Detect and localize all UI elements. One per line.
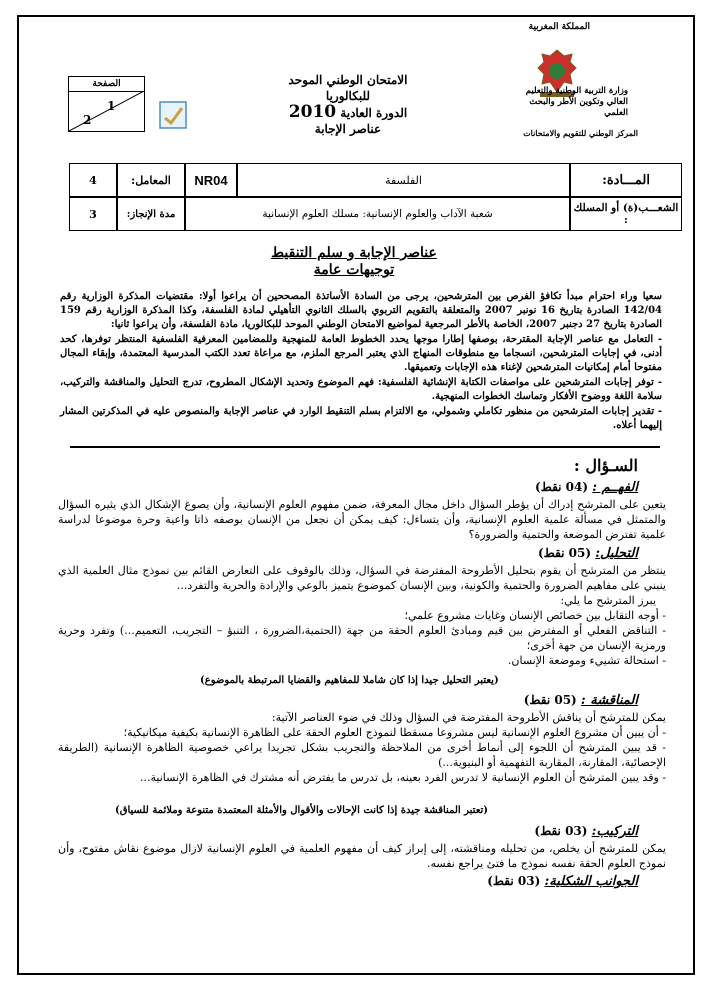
synthesis-heading-line (534, 824, 638, 839)
page-number-box (68, 76, 145, 132)
page-total: 2 (83, 113, 92, 127)
session: الدورة العادية (340, 106, 408, 120)
duration-label: مدة الإنجاز: (117, 197, 185, 231)
question-title: السـؤال : (573, 456, 638, 475)
exam-title-block (268, 72, 428, 137)
discussion-item: - قد يبين المترشح أن اللجوء إلى أنماط أخرى من الملاحظة والتجريب بشكل تجريدا يراعي خصوصية الظاهرة الإنسانية (الطريقة الإحصائية، المقارنة، المقاربة التفهمية أو البنيوية...) (58, 741, 666, 769)
understanding-heading-line (535, 480, 638, 495)
discussion-heading-line (524, 693, 638, 708)
separator (70, 446, 660, 448)
subject-code: NR04 (185, 163, 237, 197)
understanding-heading: الفهــم : (592, 480, 638, 495)
analysis-body (58, 563, 666, 668)
analysis-text: ينتظر من المترشح أن يقوم بتحليل الأطروحة المفترضة في السؤال، وذلك بالوقوف على التعارض القائم بين نموذج مثال العلمية الذي ينبني على مفاهيم الضرورة والحتمية والكونية، وبين الإنسان كموضوع يتميز بالوعي والإرادة والحرية والتفرد... (58, 564, 666, 592)
subject-value: الفلسفة (237, 163, 570, 197)
synthesis-text: يمكن للمترشح أن يخلص، من تحليله ومناقشته، إلى إبراز كيف أن مفهوم العلمية في العلوم الإنسانية لازال موضوع نقاش مفتوح، وأن نموذج العلوم الحقة نفسه نموذج ما فتئ يراجع نفسه. (58, 842, 666, 870)
analysis-note: (يعتبر التحليل جيدا إذا كان شاملا للمفاهيم والقضايا المرتبطة بالموضوع) (200, 675, 499, 686)
formal-points: (03 نقط) (487, 874, 541, 888)
branch-value: شعبة الآداب والعلوم الإنسانية: مسلك العلوم الإنسانية (185, 197, 570, 231)
coef-label: المعامل: (117, 163, 185, 197)
analysis-heading: التحليل: (595, 546, 638, 561)
general-guidelines-title: توجيهات عامة (313, 262, 395, 278)
center-logo-icon (158, 100, 188, 130)
formal-heading: الجوانب الشكلية: (544, 874, 638, 889)
discussion-points: (05 نقط) (523, 693, 577, 707)
coef-value: 4 (69, 163, 117, 197)
page-current: 1 (107, 99, 116, 113)
kingdom-label: المملكة المغربية (528, 22, 590, 32)
discussion-item: - أن يبين أن مشروع العلوم الإنسانية ليس مشروعا مسقطا لنموذج العلوم الحقة على الظاهرة الإنسانية بكيفية ميكانيكية؛ (123, 726, 666, 739)
synthesis-points: (03 نقط) (534, 824, 588, 838)
discussion-item: - وقد يبين المترشح أن العلوم الإنسانية لا تدرس الفرد بعينه، بل تدرس ما يفترض أنه مشترك في الظاهرة الإنسانية... (140, 771, 666, 784)
session-line (268, 104, 428, 121)
intro-paragraph: سعيا وراء احترام مبدأ تكافؤ الفرص بين المترشحين، يرجى من السادة الأساتذة المصححين أن يراعوا أولا: مقتضيات المذكرة الوزارية رقم 142/04 الصادرة بتاريخ 16 نونبر 2007 والمتعلقة بالتقويم التربوي بالسلك الثانوي التأهيلي لمادة الفلسفة، وكذا المذكرة الوزارية رقم 159 الصادرة بتاريخ 27 دجنبر 2007، الخاصة بالأطر المرجعية لمواضيع الامتحان الوطني الموحد للبكالوريا، مادة الفلسفة، وأن يراعوا ثانيا: (60, 291, 662, 330)
intro-paragraph: - توفر إجابات المترشحين على مواصفات الكتابة الإنشائية الفلسفية: فهم الموضوع وتحديد الإشكال المطروح، تدرج التحليل والمناقشة والتركيب، سلامة اللغة ووضوح الأفكار وتماسك الخطوات المنهجية. (60, 377, 662, 402)
analysis-item: - التناقض الفعلي أو المفترض بين قيم ومبادئ العلوم الحقة من جهة (الحتمية،الضرورة ، التنبؤ – التجريب، التعميم...) وتفرد وحرية ورمزية الإنسان من جهة أخرى؛ (58, 624, 666, 652)
subject-label: المـــادة: (570, 163, 682, 197)
understanding-text: يتعين على المترشح إدراك أن يؤطر السؤال داخل مجال المعرفة، ضمن مفهوم العلوم الإنسانية، وأن يصوغ الإشكال الذي يثيره السؤال والمتمثل في مسألة علمية العلوم الإنسانية، وأن يتساءل: كيف يمكن أن نجعل من الإنسان بوصفه ذاتا واعية وحرة موضوعا لدراسة علمية تفترض الموضعة والحتمية والضرورة؟ (58, 498, 666, 541)
analysis-points: (05 نقط) (538, 546, 592, 560)
intro-paragraph: - تقدير إجابات المترشحين من منظور تكاملي وشمولي، مع الالتزام بسلم التنقيط الوارد في عناصر الإجابة والمنصوص عليه في المذكرتين المشار إليهما أعلاه. (60, 406, 662, 431)
intro-guidelines (60, 290, 662, 434)
synthesis-heading: التركيب: (591, 824, 638, 839)
discussion-body (58, 710, 666, 785)
formal-heading-line (487, 874, 638, 889)
intro-paragraph: - التعامل مع عناصر الإجابة المقترحة، بوصفها إطارا موجها يحدد الخطوط العامة للمنهجية وللمضامين المعرفية الفلسفية المنتظر توفرها، كحد أدنى، في إجابات المترشحين، انسجاما مع منطوقات المنهاج الذي يعتبر المرجع الملزم، مع مراعاة تعدد الكتب المدرسية المعتمدة، وإبقاء المجال مفتوحا أمام إمكانيات المترشحين لإغناء هذه الإجابات وتعميقها. (60, 334, 662, 373)
analysis-lead: يبرز المترشح ما يلي: (560, 594, 656, 607)
analysis-heading-line (538, 546, 638, 561)
branch-label: الشعـــب(ة) أو المسلك : (570, 197, 682, 231)
understanding-points: (04 نقط) (535, 480, 589, 494)
duration-value: 3 (69, 197, 117, 231)
page-label: الصفحة (69, 77, 144, 92)
answer-elements-label: عناصر الإجابة (314, 122, 382, 136)
discussion-note: (تعتبر المناقشة جيدة إذا كانت الإحالات والأقوال والأمثلة المعتمدة متنوعة وملائمة للسياق) (115, 805, 489, 816)
analysis-item: - استحالة تشييء وموضعة الإنسان. (507, 654, 666, 667)
exam-year: 2010 (288, 102, 337, 122)
center-name: المركز الوطني للتقويم والامتحانات (523, 128, 638, 138)
main-title: عناصر الإجابة و سلم التنقيط (271, 245, 437, 261)
discussion-text: يمكن للمترشح أن يناقش الأطروحة المفترضة في السؤال وذلك في ضوء العناصر الآتية: (271, 711, 666, 724)
exam-title: الامتحان الوطني الموحد للبكالوريا (288, 73, 408, 103)
ministry-name: وزارة التربية الوطنية والتعليم العالي وتكوين الأطر والبحث العلمي (525, 86, 628, 118)
discussion-heading: المناقشة : (580, 693, 638, 708)
analysis-item: - أوجه التقابل بين خصائص الإنسان وغايات مشروع علمي؛ (404, 609, 666, 622)
